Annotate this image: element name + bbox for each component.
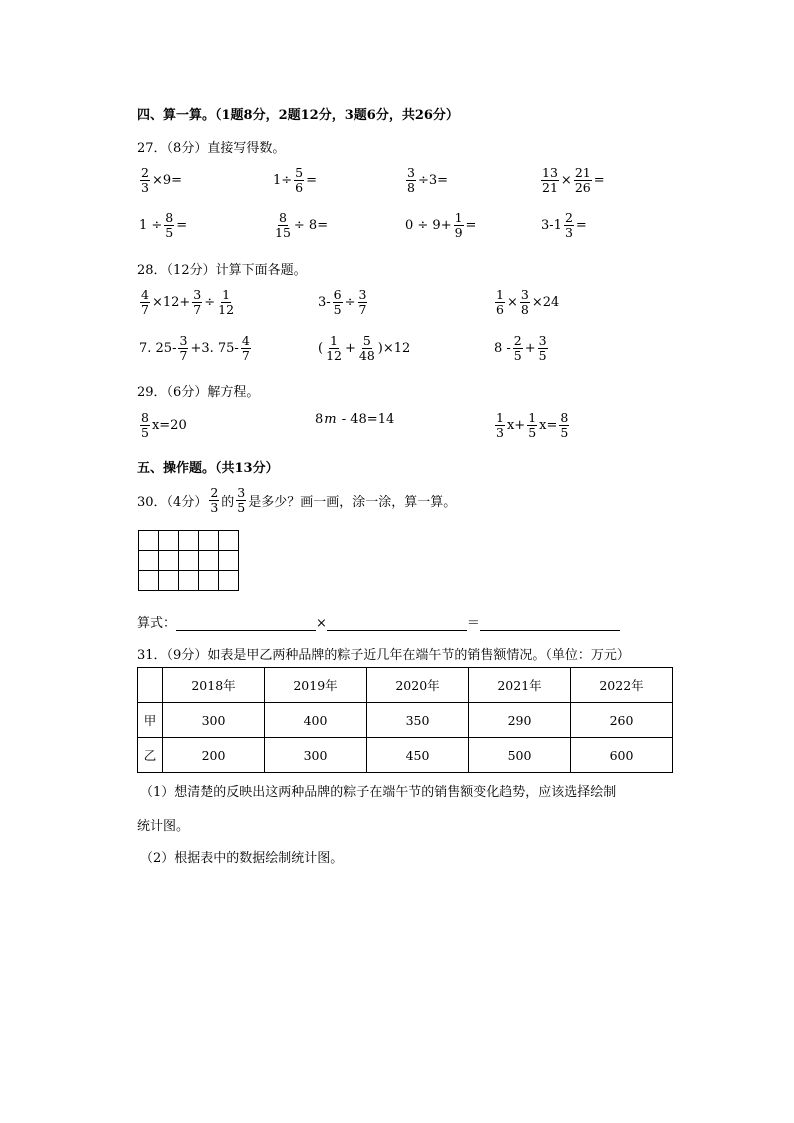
table-cell: 300 xyxy=(265,738,367,773)
numerator: 1 xyxy=(528,410,537,425)
numerator: 8 xyxy=(278,210,287,225)
denominator: 3 xyxy=(496,425,504,440)
fraction xyxy=(274,211,292,240)
table-cell: 260 xyxy=(571,703,673,738)
table-cell: 400 xyxy=(265,703,367,738)
table-corner-cell xyxy=(138,668,163,703)
denominator: 21 xyxy=(542,180,558,195)
denominator: 5 xyxy=(237,500,246,515)
drawing-grid[interactable] xyxy=(138,530,239,591)
q28-expr-4: 7. 25- $\frac{3}{7}$ +3. 75- $\frac{4}{7}$ xyxy=(139,333,250,363)
grid-cell[interactable] xyxy=(179,551,199,571)
sales-table xyxy=(137,667,673,773)
numerator: 6 xyxy=(333,287,342,302)
q28-expr-2: 3- $\frac{6}{5}$ ÷ $\frac{3}{7}$ xyxy=(318,287,367,317)
denominator: 5 xyxy=(513,348,522,363)
q30-formula-line xyxy=(137,612,620,631)
denominator: 6 xyxy=(295,180,304,195)
numerator: 2 xyxy=(210,485,219,500)
fraction xyxy=(358,334,376,363)
numerator: 4 xyxy=(241,333,250,348)
fraction xyxy=(527,411,537,440)
grid-cell[interactable] xyxy=(199,531,219,551)
denominator: 3 xyxy=(564,225,573,240)
q28-expr-6: 8 - $\frac{2}{5}$ + $\frac{3}{5}$ xyxy=(494,333,547,363)
denominator: 5 xyxy=(141,425,149,440)
times-sign: × xyxy=(316,616,327,631)
numerator: 1 xyxy=(496,287,504,302)
denominator: 6 xyxy=(496,302,504,317)
q27-item-1: $\frac{2}{3}$ ×9= xyxy=(141,165,183,195)
fraction xyxy=(513,334,523,363)
q31-header: 31．（9分）如表是甲乙两种品牌的粽子近几年在端午节的销售额情况。（单位：万元） xyxy=(137,648,630,663)
q29-equation-3: $\frac{1}{3}$ x+ $\frac{1}{5}$ x= $\frac{8}{5}$ xyxy=(496,410,569,440)
formula-label: 算式： xyxy=(137,616,177,631)
fraction xyxy=(358,288,368,317)
grid-cell[interactable] xyxy=(219,551,239,571)
q29-equation-2: 8 m - 48=14 xyxy=(315,412,395,427)
q30-question: 30．（4分） $\frac{2}{3}$ 的 $\frac{3}{5}$ 是多少？画一画，涂一涂，算一算。 xyxy=(137,485,457,515)
fraction xyxy=(333,288,343,317)
fraction xyxy=(217,288,235,317)
year-header: 2020年 xyxy=(367,668,469,703)
grid-cell[interactable] xyxy=(139,531,159,551)
q27-item-8: 3-1 $\frac{2}{3}$ = xyxy=(541,210,587,240)
answer-blank-1[interactable] xyxy=(176,616,316,631)
equals-sign: ＝ xyxy=(466,616,480,631)
q27-item-7: 0 ÷ 9+ $\frac{1}{9}$ = xyxy=(405,210,477,240)
table-row xyxy=(138,703,673,738)
denominator: 7 xyxy=(179,348,188,363)
year-header: 2019年 xyxy=(265,668,367,703)
numerator: 3 xyxy=(520,287,529,302)
grid-cell[interactable] xyxy=(219,531,239,551)
fraction xyxy=(520,288,530,317)
grid-cell[interactable] xyxy=(139,571,159,591)
fraction xyxy=(559,411,569,440)
denominator: 12 xyxy=(218,302,235,317)
denominator: 12 xyxy=(326,348,342,363)
numerator: 8 xyxy=(141,410,149,425)
fraction xyxy=(140,288,150,317)
table-header-row xyxy=(138,668,673,703)
denominator: 7 xyxy=(358,302,367,317)
fraction xyxy=(164,211,174,240)
fraction xyxy=(574,166,592,195)
fraction xyxy=(495,411,505,440)
numerator: 1 xyxy=(496,410,504,425)
fraction xyxy=(241,334,251,363)
year-header: 2022年 xyxy=(571,668,673,703)
numerator: 3 xyxy=(358,287,367,302)
fraction xyxy=(564,211,574,240)
brand-label: 乙 xyxy=(138,738,163,773)
fraction xyxy=(236,486,246,515)
fraction xyxy=(140,166,150,195)
brand-label: 甲 xyxy=(138,703,163,738)
grid-cell[interactable] xyxy=(199,571,219,591)
denominator: 26 xyxy=(574,180,591,195)
denominator: 5 xyxy=(560,425,569,440)
table-row xyxy=(138,738,673,773)
fraction xyxy=(541,166,559,195)
q31-sub-question-1-cont: 统计图。 xyxy=(137,819,190,834)
q29-equation-1: $\frac{8}{5}$ x=20 xyxy=(141,410,187,440)
q28-header: 28．（12分）计算下面各题。 xyxy=(137,263,307,278)
answer-blank-2[interactable] xyxy=(327,616,467,631)
grid-cell[interactable] xyxy=(139,551,159,571)
denominator: 5 xyxy=(528,425,537,440)
q28-expr-3: $\frac{1}{6}$ × $\frac{3}{8}$ ×24 xyxy=(496,287,560,317)
q28-expr-5: ( $\frac{1}{12}$ + $\frac{5}{48}$ )×12 xyxy=(318,333,411,363)
q27-header: 27．（8分）直接写得数。 xyxy=(137,141,286,156)
numerator: 3 xyxy=(193,287,202,302)
numerator: 5 xyxy=(362,333,371,348)
fraction xyxy=(325,334,343,363)
numerator: 2 xyxy=(564,210,573,225)
numerator: 3 xyxy=(407,165,415,180)
grid-cell[interactable] xyxy=(159,551,179,571)
denominator: 5 xyxy=(165,225,174,240)
fraction xyxy=(209,486,219,515)
answer-blank-3[interactable] xyxy=(480,616,620,631)
grid-cell[interactable] xyxy=(159,531,179,551)
fraction xyxy=(140,411,150,440)
section-4-title: 四、算一算。（1题8分，2题12分，3题6分，共26分） xyxy=(137,108,459,123)
numerator: 3 xyxy=(179,333,188,348)
q29-header: 29．（6分）解方程。 xyxy=(137,385,260,400)
q31-sub-question-2: （2）根据表中的数据绘制统计图。 xyxy=(140,851,344,866)
fraction xyxy=(406,166,416,195)
grid-cell[interactable] xyxy=(179,571,199,591)
denominator: 9 xyxy=(454,225,463,240)
numerator: 3 xyxy=(237,485,246,500)
numerator: 2 xyxy=(513,333,522,348)
denominator: 48 xyxy=(358,348,375,363)
q27-item-2: 1÷ $\frac{5}{6}$ = xyxy=(273,165,318,195)
q27-item-5: 1 ÷ $\frac{8}{5}$ = xyxy=(139,210,188,240)
grid-cell[interactable] xyxy=(159,571,179,591)
fraction xyxy=(192,288,202,317)
fraction xyxy=(294,166,304,195)
numerator: 1 xyxy=(454,210,463,225)
fraction xyxy=(538,334,548,363)
table-cell: 500 xyxy=(469,738,571,773)
fraction xyxy=(495,288,505,317)
numerator: 4 xyxy=(141,287,149,302)
numerator: 5 xyxy=(295,165,304,180)
numerator: 21 xyxy=(574,165,591,180)
numerator: 2 xyxy=(141,165,149,180)
denominator: 8 xyxy=(407,180,415,195)
denominator: 8 xyxy=(520,302,529,317)
denominator: 7 xyxy=(141,302,149,317)
numerator: 8 xyxy=(165,210,174,225)
q31-sub-question-1: （1）想清楚的反映出这两种品牌的粽子在端午节的销售额变化趋势，应该选择绘制 xyxy=(140,785,617,800)
numerator: 8 xyxy=(560,410,569,425)
year-header: 2018年 xyxy=(163,668,265,703)
table-cell: 300 xyxy=(163,703,265,738)
q27-item-6: $\frac{8}{15}$ ÷ 8= xyxy=(275,210,329,240)
denominator: 7 xyxy=(241,348,250,363)
denominator: 7 xyxy=(193,302,202,317)
numerator: 13 xyxy=(542,165,558,180)
denominator: 3 xyxy=(210,500,219,515)
q28-expr-1: $\frac{4}{7}$ ×12+ $\frac{3}{7}$ ÷ $\frac{1}{12}$ xyxy=(141,287,235,317)
grid-cell[interactable] xyxy=(199,551,219,571)
table-cell: 600 xyxy=(571,738,673,773)
denominator: 15 xyxy=(275,225,291,240)
table-cell: 350 xyxy=(367,703,469,738)
fraction xyxy=(454,211,464,240)
q27-item-3: $\frac{3}{8}$ ÷3= xyxy=(407,165,449,195)
denominator: 5 xyxy=(333,302,342,317)
numerator: 1 xyxy=(222,287,231,302)
q27-item-4: $\frac{13}{21}$ × $\frac{21}{26}$ = xyxy=(542,165,605,195)
fraction xyxy=(178,334,188,363)
denominator: 5 xyxy=(538,348,547,363)
grid-cell[interactable] xyxy=(179,531,199,551)
table-cell: 290 xyxy=(469,703,571,738)
numerator: 1 xyxy=(330,333,338,348)
table-cell: 200 xyxy=(163,738,265,773)
year-header: 2021年 xyxy=(469,668,571,703)
section-5-title: 五、操作题。（共13分） xyxy=(137,461,279,476)
numerator: 3 xyxy=(538,333,547,348)
grid-cell[interactable] xyxy=(219,571,239,591)
denominator: 3 xyxy=(141,180,149,195)
table-cell: 450 xyxy=(367,738,469,773)
